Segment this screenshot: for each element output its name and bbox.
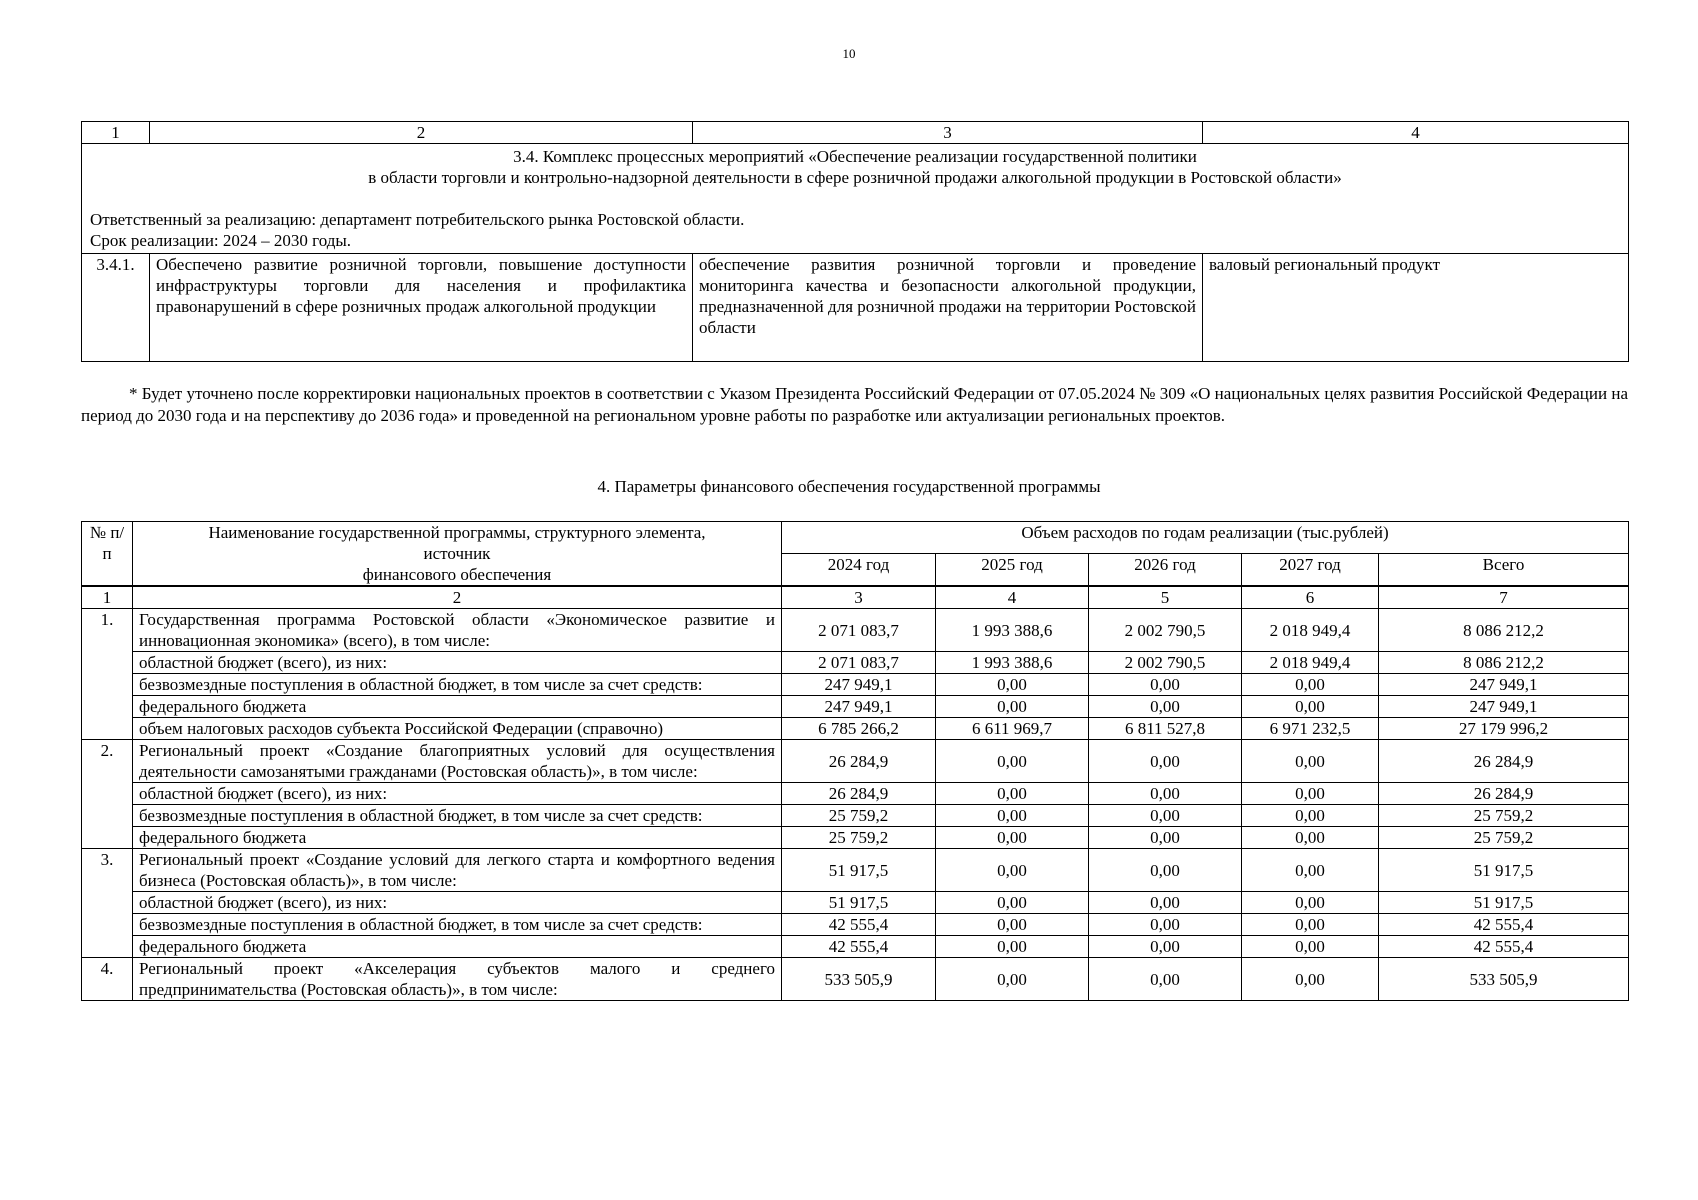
activities-column-numbers (82, 122, 1629, 144)
row-value: 51 917,5 (782, 892, 936, 914)
row-number: 2. (82, 740, 133, 849)
row-value: 0,00 (1242, 958, 1379, 1001)
financing-col-number: 2 (133, 586, 782, 609)
row-name: областной бюджет (всего), из них: (133, 652, 782, 674)
activity-description: обеспечение развития розничной торговли и проведение мониторинга качества и безопасности алкогольной продукции, предназначенной для розничной продажи на территории Ростовской области (693, 254, 1203, 362)
financing-row (82, 674, 1629, 696)
row-value-total: 42 555,4 (1379, 914, 1629, 936)
header-name-line-2: источник (423, 544, 491, 563)
section-title-line-1: 3.4. Комплекс процессных мероприятий «Обеспечение реализации государственной политики (513, 147, 1197, 166)
row-value: 1 993 388,6 (936, 609, 1089, 652)
row-value-total: 26 284,9 (1379, 783, 1629, 805)
row-value: 0,00 (936, 914, 1089, 936)
financing-col-number: 6 (1242, 586, 1379, 609)
financing-row (82, 827, 1629, 849)
header-name-line-3: финансового обеспечения (362, 565, 552, 584)
financing-col-number: 5 (1089, 586, 1242, 609)
row-value: 42 555,4 (782, 914, 936, 936)
financing-col-number: 3 (782, 586, 936, 609)
row-value: 26 284,9 (782, 740, 936, 783)
row-value: 51 917,5 (782, 849, 936, 892)
row-value: 2 018 949,4 (1242, 609, 1379, 652)
row-value: 6 785 266,2 (782, 718, 936, 740)
row-value: 247 949,1 (782, 674, 936, 696)
row-value-total: 247 949,1 (1379, 674, 1629, 696)
row-value: 0,00 (936, 849, 1089, 892)
responsible-text: Ответственный за реализацию: департамент потребительского рынка Ростовской области. (90, 210, 745, 229)
row-value: 0,00 (1089, 805, 1242, 827)
financing-col-number: 4 (936, 586, 1089, 609)
row-value: 0,00 (1089, 696, 1242, 718)
row-value: 0,00 (1242, 740, 1379, 783)
row-value: 42 555,4 (782, 936, 936, 958)
page-number: 10 (842, 46, 856, 61)
row-value-total: 26 284,9 (1379, 740, 1629, 783)
financing-row (82, 914, 1629, 936)
row-value: 0,00 (1242, 783, 1379, 805)
financing-row (82, 805, 1629, 827)
row-value: 25 759,2 (782, 827, 936, 849)
activities-col-number: 4 (1203, 122, 1629, 144)
row-value: 0,00 (936, 805, 1089, 827)
section-header-row (82, 144, 1629, 254)
row-value: 0,00 (1089, 849, 1242, 892)
row-value: 0,00 (1089, 914, 1242, 936)
header-year: 2027 год (1242, 553, 1379, 586)
row-value: 2 071 083,7 (782, 652, 936, 674)
activity-number: 3.4.1. (82, 254, 150, 362)
financing-row (82, 783, 1629, 805)
activities-table (81, 121, 1629, 362)
row-value: 0,00 (1242, 805, 1379, 827)
row-value: 1 993 388,6 (936, 652, 1089, 674)
row-value-total: 25 759,2 (1379, 827, 1629, 849)
activities-col-number: 2 (150, 122, 693, 144)
row-name: Государственная программа Ростовской области «Экономическое развитие и инновационная экономика» (всего), в том числе: (133, 609, 782, 652)
row-name: безвозмездные поступления в областной бюджет, в том числе за счет средств: (133, 805, 782, 827)
row-value: 0,00 (1242, 892, 1379, 914)
activity-task: Обеспечено развитие розничной торговли, повышение доступности инфраструктуры торговли для населения и профилактика правонарушений в сфере розничных продаж алкогольной продукции (150, 254, 693, 362)
financing-row (82, 849, 1629, 892)
row-name: Региональный проект «Акселерация субъектов малого и среднего предпринимательства (Ростовская область)», в том числе: (133, 958, 782, 1001)
row-value: 0,00 (1242, 696, 1379, 718)
row-value-total: 247 949,1 (1379, 696, 1629, 718)
row-value-total: 533 505,9 (1379, 958, 1629, 1001)
header-year: 2025 год (936, 553, 1089, 586)
header-name (133, 522, 782, 587)
row-name: федерального бюджета (133, 936, 782, 958)
row-number: 3. (82, 849, 133, 958)
financing-table-body (82, 609, 1629, 1001)
row-value: 2 002 790,5 (1089, 609, 1242, 652)
financing-header-row (82, 522, 1629, 554)
row-value: 0,00 (1089, 740, 1242, 783)
financing-row (82, 958, 1629, 1001)
financing-row (82, 652, 1629, 674)
header-num: № п/п (82, 522, 133, 587)
section-title-line-2: в области торговли и контрольно-надзорной деятельности в сфере розничной продажи алкогольной продукции в Ростовской области» (368, 168, 1342, 187)
activities-col-number: 1 (82, 122, 150, 144)
activity-indicator: валовый региональный продукт (1203, 254, 1629, 362)
row-number: 4. (82, 958, 133, 1001)
row-value: 247 949,1 (782, 696, 936, 718)
row-value: 0,00 (936, 696, 1089, 718)
financing-col-number: 1 (82, 586, 133, 609)
row-value: 0,00 (1242, 914, 1379, 936)
row-value-total: 42 555,4 (1379, 936, 1629, 958)
row-value: 6 971 232,5 (1242, 718, 1379, 740)
row-name: Региональный проект «Создание условий для легкого старта и комфортного ведения бизнеса (Ростовская область)», в том числе: (133, 849, 782, 892)
row-value: 6 611 969,7 (936, 718, 1089, 740)
row-value: 0,00 (936, 892, 1089, 914)
row-number: 1. (82, 609, 133, 740)
row-name: объем налоговых расходов субъекта Российской Федерации (справочно) (133, 718, 782, 740)
financing-row (82, 696, 1629, 718)
row-name: федерального бюджета (133, 827, 782, 849)
row-value: 26 284,9 (782, 783, 936, 805)
row-name: областной бюджет (всего), из них: (133, 892, 782, 914)
row-value: 0,00 (1089, 892, 1242, 914)
row-value: 25 759,2 (782, 805, 936, 827)
row-value: 0,00 (1089, 783, 1242, 805)
row-value: 0,00 (936, 958, 1089, 1001)
row-value: 0,00 (936, 936, 1089, 958)
section-header-cell (82, 144, 1629, 254)
row-value: 0,00 (1242, 674, 1379, 696)
row-value-total: 8 086 212,2 (1379, 652, 1629, 674)
header-year: 2024 год (782, 553, 936, 586)
row-name: областной бюджет (всего), из них: (133, 783, 782, 805)
header-volume: Объем расходов по годам реализации (тыс.рублей) (782, 522, 1629, 554)
row-value: 6 811 527,8 (1089, 718, 1242, 740)
row-name: федерального бюджета (133, 696, 782, 718)
period-text: Срок реализации: 2024 – 2030 годы. (90, 231, 352, 250)
financing-row (82, 609, 1629, 652)
row-value-total: 51 917,5 (1379, 849, 1629, 892)
row-value: 0,00 (936, 827, 1089, 849)
footnote: * Будет уточнено после корректировки национальных проектов в соответствии с Указом Президента Российский Федерации от 07.05.2024 № 309 «О национальных целях развития Российской Федерации на период до 2030 года и на перспективу до 2036 года» и проведенной на региональном уровне работы по разработке или актуализации региональных проектов. (81, 384, 1628, 425)
financing-col-number: 7 (1379, 586, 1629, 609)
row-value: 0,00 (1242, 849, 1379, 892)
row-value: 0,00 (936, 674, 1089, 696)
row-value: 0,00 (1089, 827, 1242, 849)
row-value: 2 018 949,4 (1242, 652, 1379, 674)
row-value: 0,00 (1242, 827, 1379, 849)
financing-column-numbers (82, 586, 1629, 609)
header-name-line-1: Наименование государственной программы, структурного элемента, (208, 523, 706, 542)
row-name: Региональный проект «Создание благоприятных условий для осуществления деятельности самозанятыми гражданами (Ростовская область)», в том числе: (133, 740, 782, 783)
row-value: 0,00 (936, 783, 1089, 805)
row-value-total: 27 179 996,2 (1379, 718, 1629, 740)
header-year: 2026 год (1089, 553, 1242, 586)
financing-row (82, 936, 1629, 958)
financing-row (82, 892, 1629, 914)
row-value: 0,00 (1089, 958, 1242, 1001)
financing-row (82, 740, 1629, 783)
row-value: 2 002 790,5 (1089, 652, 1242, 674)
activity-row (82, 254, 1629, 362)
row-value: 0,00 (1089, 674, 1242, 696)
activities-col-number: 3 (693, 122, 1203, 144)
row-value: 0,00 (1242, 936, 1379, 958)
header-total: Всего (1379, 553, 1629, 586)
row-value: 0,00 (1089, 936, 1242, 958)
row-value: 533 505,9 (782, 958, 936, 1001)
financing-table (81, 521, 1629, 1001)
row-value-total: 8 086 212,2 (1379, 609, 1629, 652)
row-value: 0,00 (936, 740, 1089, 783)
row-name: безвозмездные поступления в областной бюджет, в том числе за счет средств: (133, 674, 782, 696)
financing-row (82, 718, 1629, 740)
row-value: 2 071 083,7 (782, 609, 936, 652)
section-4-title: 4. Параметры финансового обеспечения государственной программы (597, 477, 1101, 496)
row-value-total: 51 917,5 (1379, 892, 1629, 914)
row-value-total: 25 759,2 (1379, 805, 1629, 827)
row-name: безвозмездные поступления в областной бюджет, в том числе за счет средств: (133, 914, 782, 936)
